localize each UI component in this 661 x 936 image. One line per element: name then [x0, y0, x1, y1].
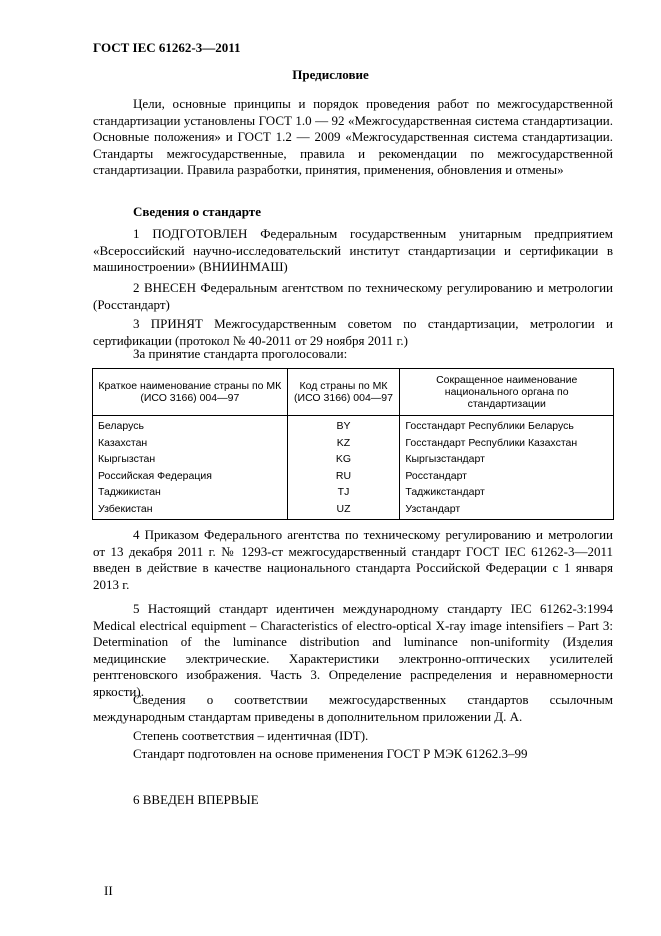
page-number: II: [104, 883, 113, 898]
country-name-cell: Беларусь: [93, 416, 288, 435]
item-6-paragraph: 6 ВВЕДЕН ВПЕРВЫЕ: [133, 792, 259, 807]
country-code-cell: RU: [287, 468, 400, 485]
table-header-row: [93, 369, 614, 416]
national-body-cell: Госстандарт Республики Беларусь: [400, 416, 614, 435]
item-4-paragraph: 4 Приказом Федерального агентства по техническому регулированию и метрологии от 13 декабря 2011 г. № 1293-ст межгосударственный стандарт ГОСТ IEC 61262-3—2011 введен в действие в качестве национального стандарта Российской Федерации с 1 января 2013 г.: [93, 527, 613, 592]
item-5-basis: Стандарт подготовлен на основе применения ГОСТ Р МЭК 61262.3–99: [133, 746, 528, 761]
standard-info-heading: Сведения о стандарте: [133, 204, 261, 219]
national-body-cell: Кыргызстандарт: [400, 451, 614, 468]
country-code-cell: BY: [287, 416, 400, 435]
country-code-cell: KG: [287, 451, 400, 468]
table-row: [93, 416, 614, 435]
country-name-cell: Таджикистан: [93, 484, 288, 501]
country-code-cell: UZ: [287, 501, 400, 520]
national-body-cell: Узстандарт: [400, 501, 614, 520]
voted-intro: За принятие стандарта проголосовали:: [133, 346, 348, 361]
item-5-degree: Степень соответствия – идентичная (IDT).: [133, 728, 369, 743]
table-row: [93, 468, 614, 485]
country-code-cell: KZ: [287, 435, 400, 452]
item-2-paragraph: 2 ВНЕСЕН Федеральным агентством по техническому регулированию и метрологии (Росстандарт): [93, 280, 613, 312]
header-country-name: Краткое наименование страны по МК (ИСО 3166) 004—97: [93, 369, 288, 416]
header-national-body: Сокращенное наименование национального органа по стандартизации: [400, 369, 614, 416]
country-name-cell: Узбекистан: [93, 501, 288, 520]
country-name-cell: Кыргызстан: [93, 451, 288, 468]
foreword-heading: Предисловие: [292, 67, 369, 82]
country-name-cell: Российская Федерация: [93, 468, 288, 485]
header-country-code: Код страны по МК (ИСО 3166) 004—97: [287, 369, 400, 416]
document-code: ГОСТ IEC 61262-3—2011: [93, 40, 241, 55]
voting-countries-table: [92, 368, 614, 520]
country-code-cell: TJ: [287, 484, 400, 501]
national-body-cell: Таджикстандарт: [400, 484, 614, 501]
national-body-cell: Росстандарт: [400, 468, 614, 485]
foreword-paragraph: Цели, основные принципы и порядок проведения работ по межгосударственной стандартизации установлены ГОСТ 1.0 — 92 «Межгосударственная система стандартизации. Основные положения» и ГОСТ 1.2 — 2009 «Межгосударственная система стандартизации. Стандарты межгосударственные, правила и рекомендации по межгосударственной стандартизации. Правила разработки, принятия, применения, обновления и отмены»: [93, 96, 613, 178]
table-row: [93, 484, 614, 501]
item-5-paragraph: 5 Настоящий стандарт идентичен международному стандарту IEC 61262-3:1994 Medical electrical equipment – Characteristics of electro-optical X-ray image intensifiers – Part 3: Determination of the luminance distribution and luminance non-uniformity (Изделия медицинские электрические. Характеристики электронно-оптических усилителей рентгеновского изображения. Часть 3. Определение распределения и неравномерности яркости).: [93, 601, 613, 699]
table-row: [93, 435, 614, 452]
table-row: [93, 451, 614, 468]
item-5-references: Сведения о соответствии межгосударственных стандартов ссылочным международным стандартам приведены в дополнительном приложении Д. А.: [93, 692, 613, 724]
item-1-paragraph: 1 ПОДГОТОВЛЕН Федеральным государственным унитарным предприятием «Всероссийский научно-исследовательский институт стандартизации и сертификации в машиностроении» (ВНИИНМАШ): [93, 226, 613, 275]
country-name-cell: Казахстан: [93, 435, 288, 452]
item-3-paragraph: 3 ПРИНЯТ Межгосударственным советом по стандартизации, метрологии и сертификации (протокол № 40-2011 от 29 ноября 2011 г.): [93, 316, 613, 348]
national-body-cell: Госстандарт Республики Казахстан: [400, 435, 614, 452]
table-row: [93, 501, 614, 520]
